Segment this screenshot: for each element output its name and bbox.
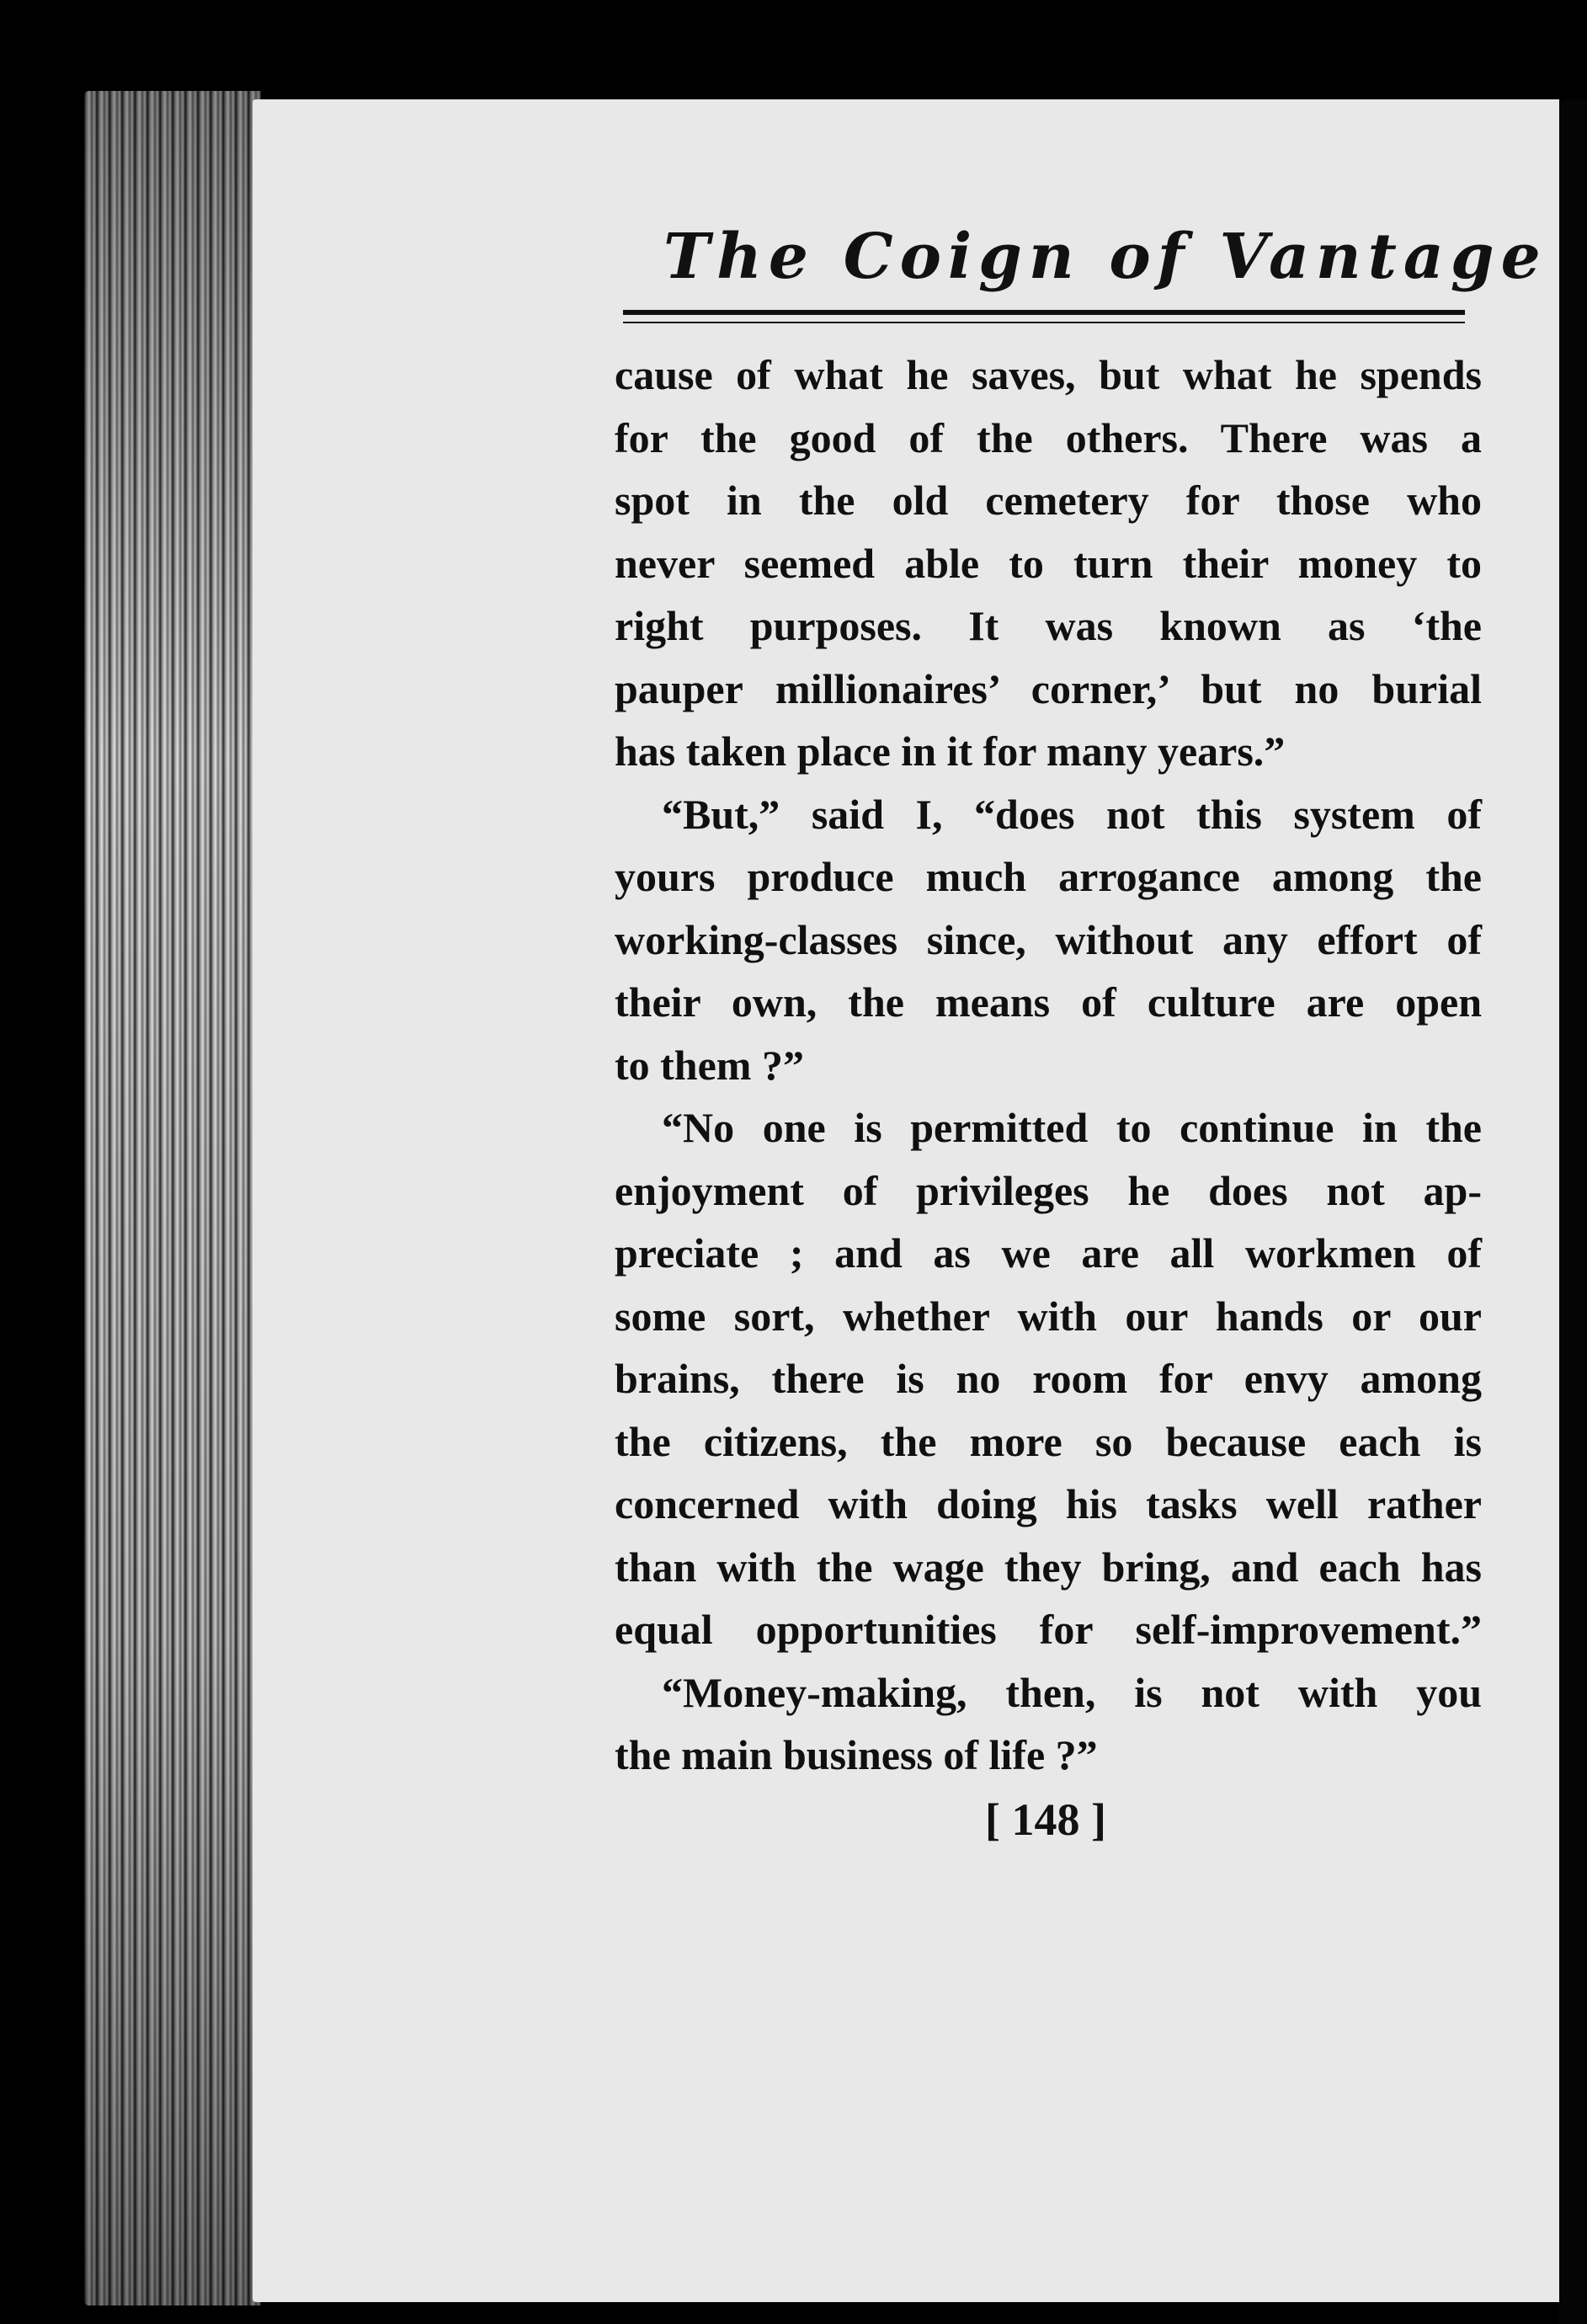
text-line: has taken place in it for many years.” <box>615 728 1286 775</box>
running-head: The Coign of Vantage <box>663 221 1547 293</box>
text-line: preciate ; and as we are all workmen of <box>615 1229 1482 1277</box>
text-line: the citizens, the more so because each is <box>615 1417 1482 1465</box>
text-line: “Money-making, then, is not with you <box>662 1668 1482 1716</box>
text-line: pauper millionaires’ corner,’ but no burial <box>615 664 1482 712</box>
text-line: for the good of the others. There was a <box>615 413 1482 461</box>
header-rule-thick <box>623 310 1465 315</box>
page-number: [ 148 ] <box>985 1794 1106 1845</box>
text-line: “No one is permitted to continue in the <box>662 1104 1482 1151</box>
text-line: their own, the means of culture are open <box>615 978 1482 1026</box>
text-line: equal opportunities for self-improvement.” <box>615 1606 1482 1653</box>
text-line: enjoyment of privileges he does not ap- <box>615 1166 1482 1214</box>
text-line: right purposes. It was known as ‘the <box>615 602 1482 649</box>
text-line: working-classes since, without any effort of <box>615 915 1482 963</box>
text-line: to them ?” <box>615 1041 804 1089</box>
text-line: concerned with doing his tasks well rather <box>615 1480 1482 1527</box>
text-line: never seemed able to turn their money to <box>615 539 1482 587</box>
text-line: the main business of life ?” <box>615 1731 1098 1778</box>
text-line: yours produce much arrogance among the <box>615 853 1482 900</box>
text-line: some sort, whether with our hands or our <box>615 1292 1482 1340</box>
text-line: brains, there is no room for envy among <box>615 1355 1482 1402</box>
text-line: cause of what he saves, but what he spends <box>615 351 1482 398</box>
right-gutter-shadow <box>1559 99 1587 2324</box>
text-line: spot in the old cemetery for those who <box>615 477 1482 524</box>
header-rule-thin <box>623 322 1465 323</box>
body-text <box>615 344 1482 1787</box>
text-line: “But,” said I, “does not this system of <box>662 790 1482 838</box>
text-line: than with the wage they bring, and each has <box>615 1543 1482 1591</box>
fore-edge-shading <box>84 91 261 2305</box>
